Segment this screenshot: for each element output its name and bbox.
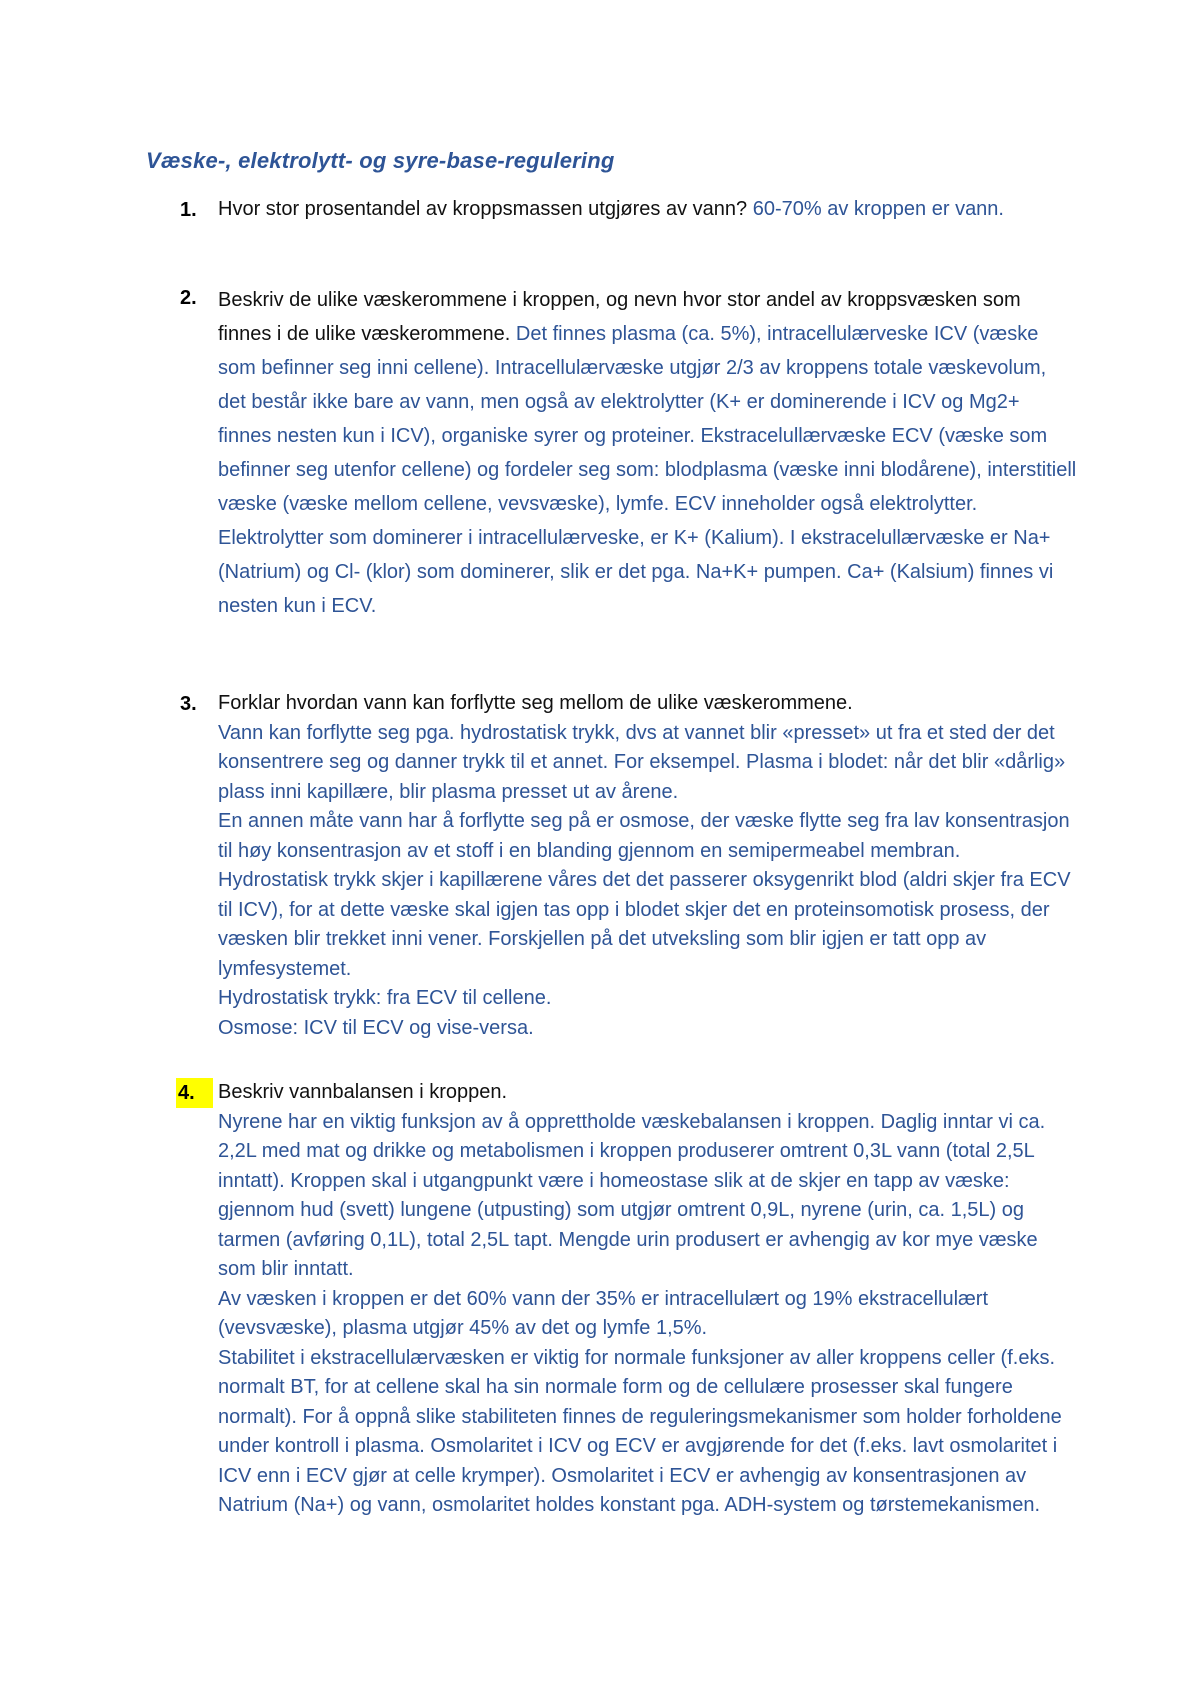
question-number: 1. <box>180 199 197 221</box>
question-body <box>218 689 1078 1043</box>
answer-text: Elektrolytter som dominerer i intracellulærveske, er K+ (Kalium). I ekstracelullærvæske er Na+ (Natrium) og Cl- (klor) som dominerer, slik er det pga. Na+K+ pumpen. Ca+ (Kalsium) finnes vi nesten kun i ECV. <box>218 527 1054 617</box>
document-title: Væske-, elektrolytt- og syre-base-regulering <box>146 148 615 173</box>
question-number: 3. <box>180 693 197 715</box>
question-text: Forklar hvordan vann kan forflytte seg mellom de ulike væskerommene. <box>218 692 853 714</box>
answer-text: Av væsken i kroppen er det 60% vann der 35% er intracellulært og 19% ekstracellulært (vevsvæske), plasma utgjør 45% av det og lymfe 1,5%. <box>218 1287 989 1339</box>
answer-text: Det finnes plasma (ca. 5%), intracellulærveske ICV (væske som befinner seg inni cellene). Intracellulærvæske utgjør 2/3 av kroppens totale væskevolum, det består ikke bare av vann, men også av elektrolytter (K+ er dominerende i ICV og Mg2+ finnes nesten kun i ICV), organiske syrer og proteiner. Ekstracelullærvæske ECV (væske som befinner seg utenfor cellene) og fordeler seg som: blodplasma (væske inni blodårene), interstitiell væske (væske mellom cellene, vevsvæske), lymfe. ECV inneholder også elektrolytter. <box>218 323 1077 515</box>
answer-text: Osmose: ICV til ECV og vise-versa. <box>218 1016 534 1039</box>
answer-text: 60-70% av kroppen er vann. <box>752 198 1004 220</box>
question-item <box>178 283 1078 623</box>
question-item <box>178 689 1078 1043</box>
answer-text: Hydrostatisk trykk skjer i kapillærene våres det det passerer oksygenrikt blod (aldri skjer fra ECV til ICV), for at dette væske skal igjen tas opp i blodet skjer det en proteinsomotisk prosess, der væsken blir trekket inni vener. Forskjellen på det utveksling som blir igjen er tatt opp av lymfesystemet. <box>218 869 1071 980</box>
question-body <box>218 1078 1078 1521</box>
answer-text: Hydrostatisk trykk: fra ECV til cellene. <box>218 987 552 1009</box>
question-number: 2. <box>180 287 197 309</box>
answer-text: Vann kan forflytte seg pga. hydrostatisk trykk, dvs at vannet blir «presset» ut fra et sted der det konsentrere seg og danner trykk til et annet. For eksempel. Plasma i blodet: når det blir «dårlig» plass inni kapillære, blir plasma presset ut av årene. <box>218 721 1066 803</box>
question-body <box>218 195 1078 224</box>
answer-text: Nyrene har en viktig funksjon av å opprettholde væskebalansen i kroppen. Daglig inntar vi ca. 2,2L med mat og drikke og metabolismen i kroppen produserer omtrent 0,3L vann (total 2,5L inntatt). Kroppen skal i utgangpunkt være i homeostase slik at de skjer en tapp av væske: gjennom hud (svett) lungene (utpusting) som utgjør omtrent 0,9L, nyrene (urin, ca. 1,5L) og tarmen (avføring 0,1L), total 2,5L tapt. Mengde urin produsert er avhengig av kor mye væske som blir inntatt. <box>218 1110 1046 1280</box>
question-item <box>178 1078 1078 1521</box>
question-text: Beskriv vannbalansen i kroppen. <box>218 1081 508 1103</box>
answer-text: Stabilitet i ekstracellulærvæsken er viktig for normale funksjoner av aller kroppens celler (f.eks. normalt BT, for at cellene skal ha sin normale form og de cellulære prosesser skal fungere normalt). For å oppnå slike stabiliteten finnes de reguleringsmekanismer som holder forholdene under kontroll i plasma. Osmolaritet i ICV og ECV er avgjørende for det (f.eks. lavt osmolaritet i ICV enn i ECV gjør at celle krymper). Osmolaritet i ECV er avhengig av konsentrasjonen av Natrium (Na+) og vann, osmolaritet holdes konstant pga. ADH-system og tørstemekanismen. <box>218 1346 1062 1516</box>
answer-text: En annen måte vann har å forflytte seg på er osmose, der væske flytte seg fra lav konsentrasjon til høy konsentrasjon av et stoff i en blanding gjennom en semipermeabel membran. <box>218 810 1070 862</box>
question-text: Beskriv de ulike væskerommene i kroppen, og nevn hvor stor andel av kroppsvæsken som finnes i de ulike væskerommene. <box>218 289 1021 345</box>
question-text: Hvor stor prosentandel av kroppsmassen utgjøres av vann? <box>218 198 753 220</box>
question-number-highlighted: 4. <box>176 1078 213 1108</box>
question-body <box>218 283 1078 623</box>
question-item <box>178 195 1078 224</box>
